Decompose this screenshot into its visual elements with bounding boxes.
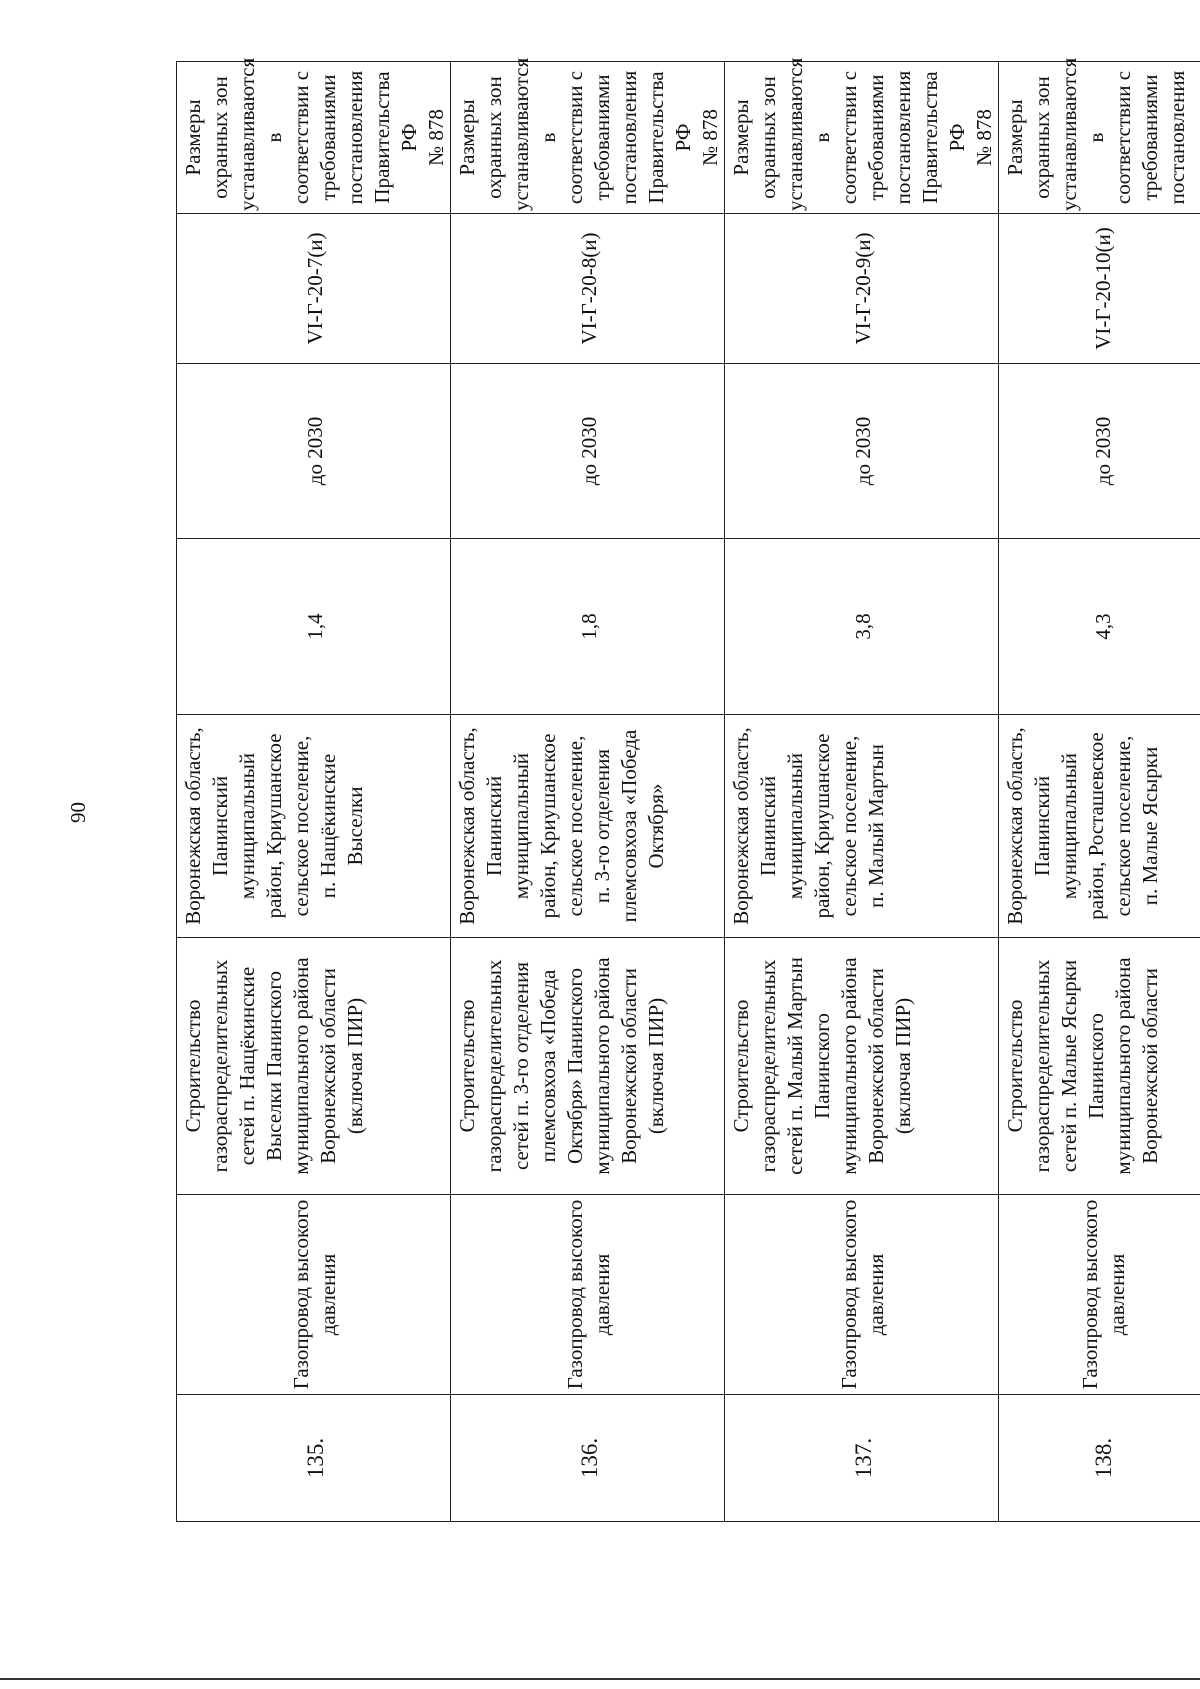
object-location [177, 715, 451, 938]
row-number: 135. [177, 1395, 451, 1522]
object-type [451, 1195, 725, 1395]
object-location [999, 715, 1200, 938]
object-type [999, 1195, 1200, 1395]
object-location-text: Воронежская область, Панинский муниципальный район, Криушанское сельское поселение, п. Нащёкинские Выселки [181, 727, 367, 925]
object-code: VI-Г-20-10(и) [999, 214, 1200, 364]
object-name-text: Строительство газораспределительных сетей п. Малый Мартын Панинского муниципального района Воронежской области (включая ПИР) [729, 957, 915, 1175]
object-location-text: Воронежская область, Панинский муниципальный район, Криушанское сельское поселение, п. Малый Мартын [729, 727, 888, 925]
object-length: 3,8 [725, 539, 999, 715]
object-name-text: Строительство газораспределительных сетей п. Нащёкинские Выселки Панинского муниципального района Воронежской области (включая ПИР) [181, 957, 367, 1175]
object-location-text: Воронежская область, Панинский муниципальный район, Росташевское сельское поселение, п. Малые Ясырки [1003, 727, 1162, 925]
object-type-text: Газопровод высокого давления [1077, 1199, 1129, 1390]
table-row [999, 62, 1200, 1522]
object-type [177, 1195, 451, 1395]
zone-description [999, 57, 1200, 214]
zone-description-text: Размеры охранных зон устанавливаются в соответствии с требованиями постановления Правительства РФ № 878 [729, 57, 996, 211]
row-number: 136. [451, 1395, 725, 1522]
object-location-text: Воронежская область, Панинский муниципальный район, Криушанское сельское поселение, п. 3-го отделения племсовхоза «Победа Октября» [455, 727, 668, 925]
zone-description-text: Размеры охранных зон устанавливаются в соответствии с требованиями постановления [1003, 57, 1189, 211]
object-type [725, 1195, 999, 1395]
object-location [725, 715, 999, 938]
registry-table-container [176, 57, 1189, 1522]
object-name [999, 938, 1200, 1195]
table-row [177, 62, 451, 1522]
bottom-rule [0, 1678, 1200, 1680]
object-location [451, 715, 725, 938]
zone-description-text: Размеры охранных зон устанавливаются в соответствии с требованиями постановления Правительства РФ № 878 [181, 57, 448, 211]
object-length: 1,8 [451, 539, 725, 715]
object-length: 1,4 [177, 539, 451, 715]
object-term: до 2030 [177, 364, 451, 539]
object-type-text: Газопровод высокого давления [563, 1199, 614, 1390]
row-number: 137. [725, 1395, 999, 1522]
zone-description [177, 57, 451, 214]
object-name-text: Строительство газораспределительных сетей п. Малые Ясырки Панинского муниципального района Воронежской области [1003, 957, 1162, 1175]
table-row [451, 62, 725, 1522]
zone-description [725, 57, 999, 214]
object-length: 4,3 [999, 539, 1200, 715]
object-code: VI-Г-20-7(и) [177, 214, 451, 364]
object-term: до 2030 [999, 364, 1200, 539]
object-code: VI-Г-20-9(и) [725, 214, 999, 364]
object-term: до 2030 [451, 364, 725, 539]
object-term: до 2030 [725, 364, 999, 539]
table-row [725, 62, 999, 1522]
zone-description-text: Размеры охранных зон устанавливаются в соответствии с требованиями постановления Правительства РФ № 878 [455, 57, 722, 211]
object-name [451, 938, 725, 1195]
object-type-text: Газопровод высокого давления [837, 1199, 888, 1390]
object-name [177, 938, 451, 1195]
row-number: 138. [999, 1395, 1200, 1522]
object-name-text: Строительство газораспределительных сетей п. 3-го отделения племсовхоза «Победа Октября» Панинского муниципального района Воронежской области (включая ПИР) [455, 957, 668, 1175]
registry-table [176, 57, 1200, 1522]
page-number: 90 [66, 802, 90, 823]
zone-description [451, 57, 725, 214]
object-code: VI-Г-20-8(и) [451, 214, 725, 364]
object-name [725, 938, 999, 1195]
object-type-text: Газопровод высокого давления [289, 1199, 340, 1390]
